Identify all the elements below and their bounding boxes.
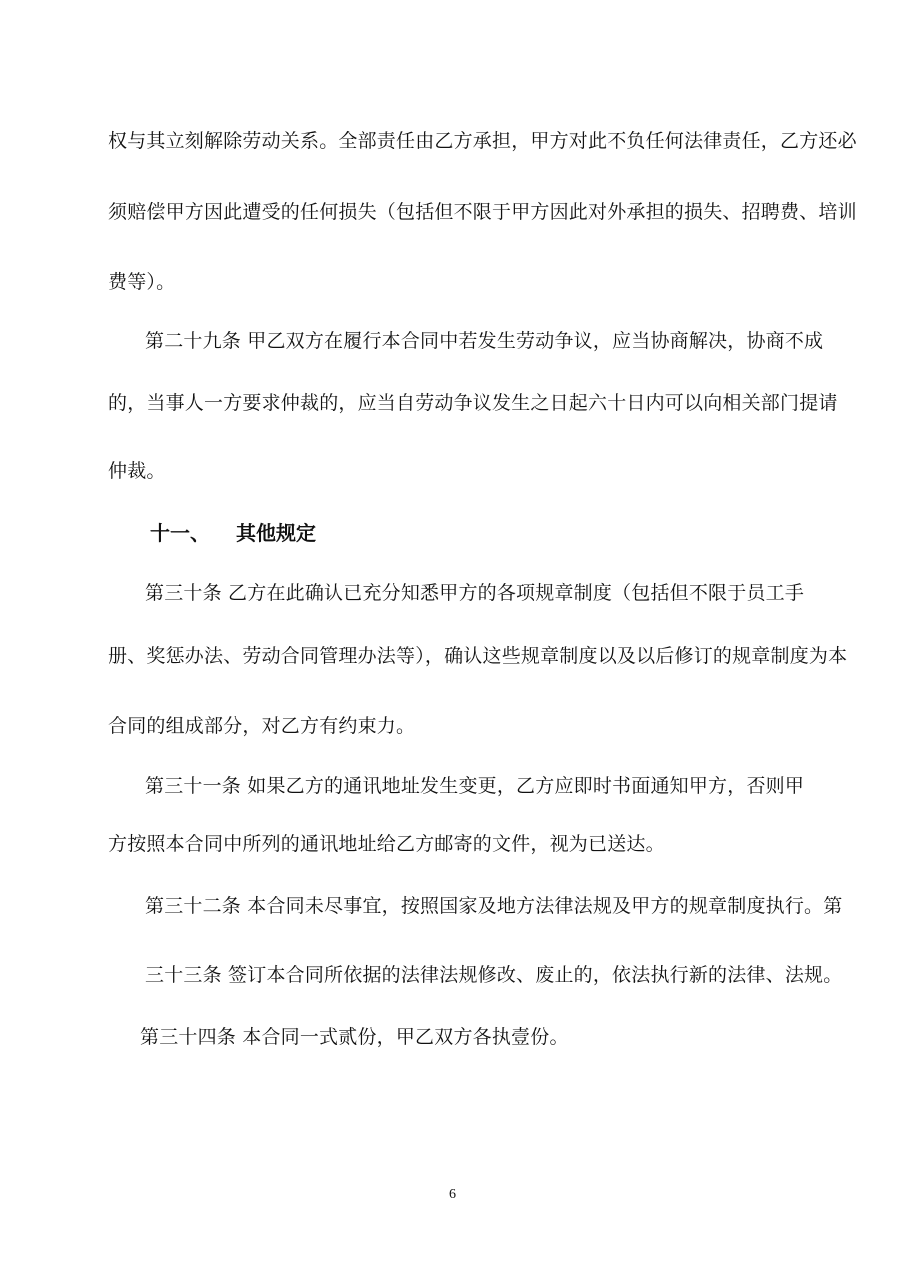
article-29-line: 第二十九条 甲乙双方在履行本合同中若发生劳动争议，应当协商解决，协商不成 — [145, 330, 824, 352]
article-31-line: 第三十一条 如果乙方的通讯地址发生变更，乙方应即时书面通知甲方，否则甲 — [145, 775, 805, 797]
article-29-line: 的，当事人一方要求仲裁的，应当自劳动争议发生之日起六十日内可以向相关部门提请 — [108, 392, 838, 414]
article-31-line: 方按照本合同中所列的通讯地址给乙方邮寄的文件，视为已送达。 — [108, 833, 665, 855]
article-33-line: 三十三条 签订本合同所依据的法律法规修改、废止的，依法执行新的法律、法规。 — [145, 964, 843, 986]
article-34-line: 第三十四条 本合同一式贰份，甲乙双方各执壹份。 — [140, 1026, 569, 1048]
article-32-line: 第三十二条 本合同未尽事宜，按照国家及地方法律法规及甲方的规章制度执行。第 — [145, 895, 843, 917]
section-title: 其他规定 — [236, 521, 316, 545]
body-text-line: 须赔偿甲方因此遭受的任何损失（包括但不限于甲方因此对外承担的损失、招聘费、培训 — [108, 201, 857, 223]
article-30-line: 册、奖惩办法、劳动合同管理办法等），确认这些规章制度以及以后修订的规章制度为本 — [108, 645, 848, 667]
page-number: 6 — [449, 1187, 456, 1202]
body-text-line: 权与其立刻解除劳动关系。全部责任由乙方承担，甲方对此不负任何法律责任，乙方还必 — [108, 130, 857, 152]
section-number: 十一、 — [150, 521, 210, 545]
body-text-line: 费等）。 — [108, 271, 176, 293]
article-30-line: 第三十条 乙方在此确认已充分知悉甲方的各项规章制度（包括但不限于员工手 — [145, 582, 805, 604]
article-29-line: 仲裁。 — [108, 460, 166, 482]
article-30-line: 合同的组成部分，对乙方有约束力。 — [108, 715, 416, 737]
